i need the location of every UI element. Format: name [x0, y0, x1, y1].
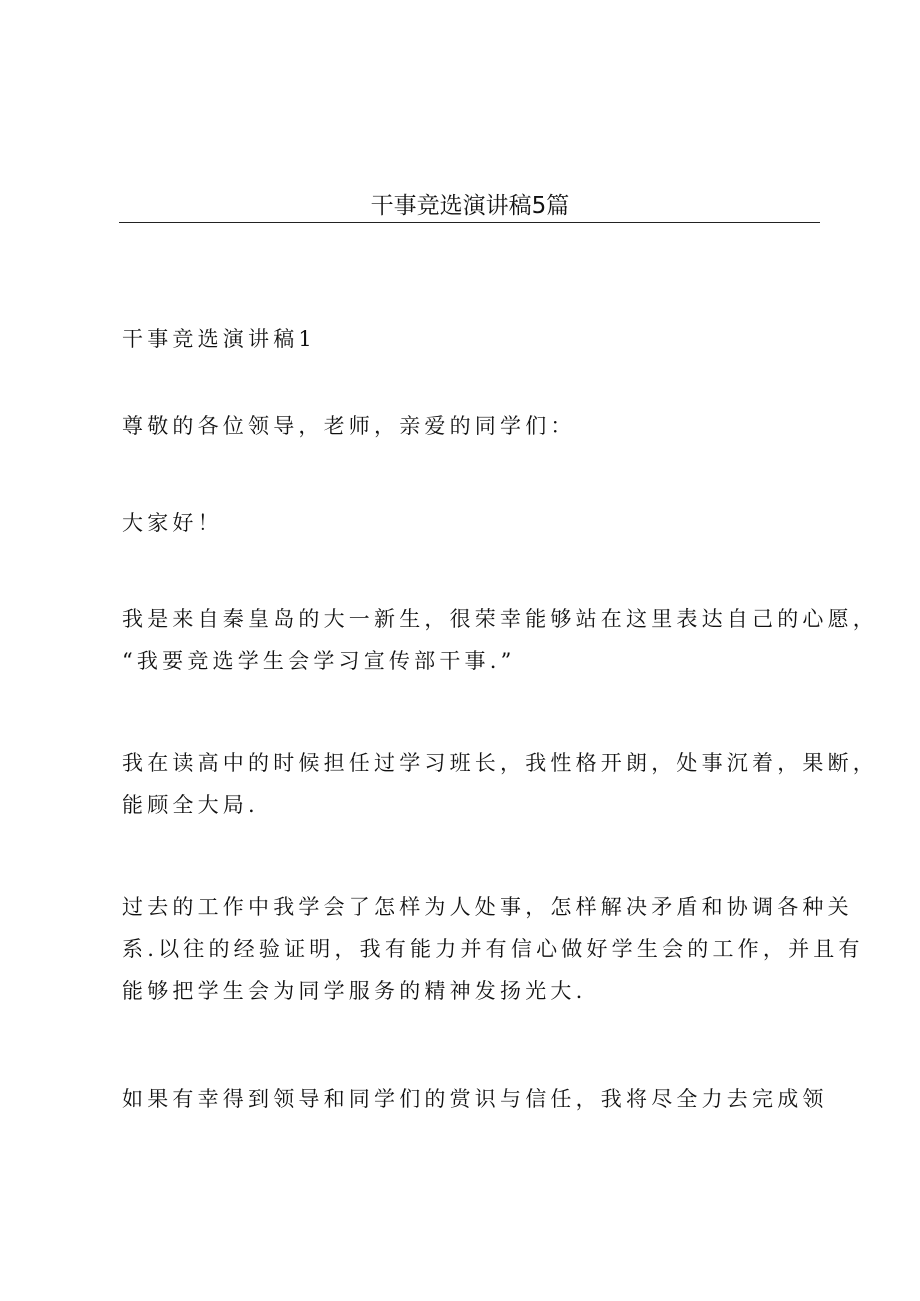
paragraph-line: 系.以往的经验证明，我有能力并有信心做好学生会的工作，并且有 [122, 937, 864, 961]
paragraph-line: 大家好！ [122, 511, 223, 535]
paragraph-greeting [122, 405, 812, 447]
paragraph-line: 能够把学生会为同学服务的精神发扬光大. [122, 979, 587, 1003]
paragraph-introduction [122, 598, 878, 682]
title-underline [119, 222, 820, 223]
paragraph-line: 如果有幸得到领导和同学们的赏识与信任，我将尽全力去完成领 [122, 1087, 828, 1111]
paragraph-commitment [122, 1078, 828, 1120]
section-heading: 干事竞选演讲稿1 [122, 327, 316, 351]
paragraph-experience [122, 742, 878, 826]
paragraph-line: 能顾全大局. [122, 793, 259, 817]
paragraph-line: 我在读高中的时候担任过学习班长，我性格开朗，处事沉着，果断， [122, 751, 878, 775]
paragraph-line: 尊敬的各位领导，老师，亲爱的同学们： [122, 414, 576, 438]
paragraph-past-work [122, 886, 864, 1012]
paragraph-line: 我是来自秦皇岛的大一新生，很荣幸能够站在这里表达自己的心愿， [122, 607, 878, 631]
paragraph-hello [122, 502, 812, 544]
paragraph-line: “我要竞选学生会学习宣传部干事.” [122, 649, 516, 673]
document-title: 干事竞选演讲稿5篇 [370, 193, 570, 219]
paragraph-line: 过去的工作中我学会了怎样为人处事，怎样解决矛盾和协调各种关 [122, 895, 853, 919]
